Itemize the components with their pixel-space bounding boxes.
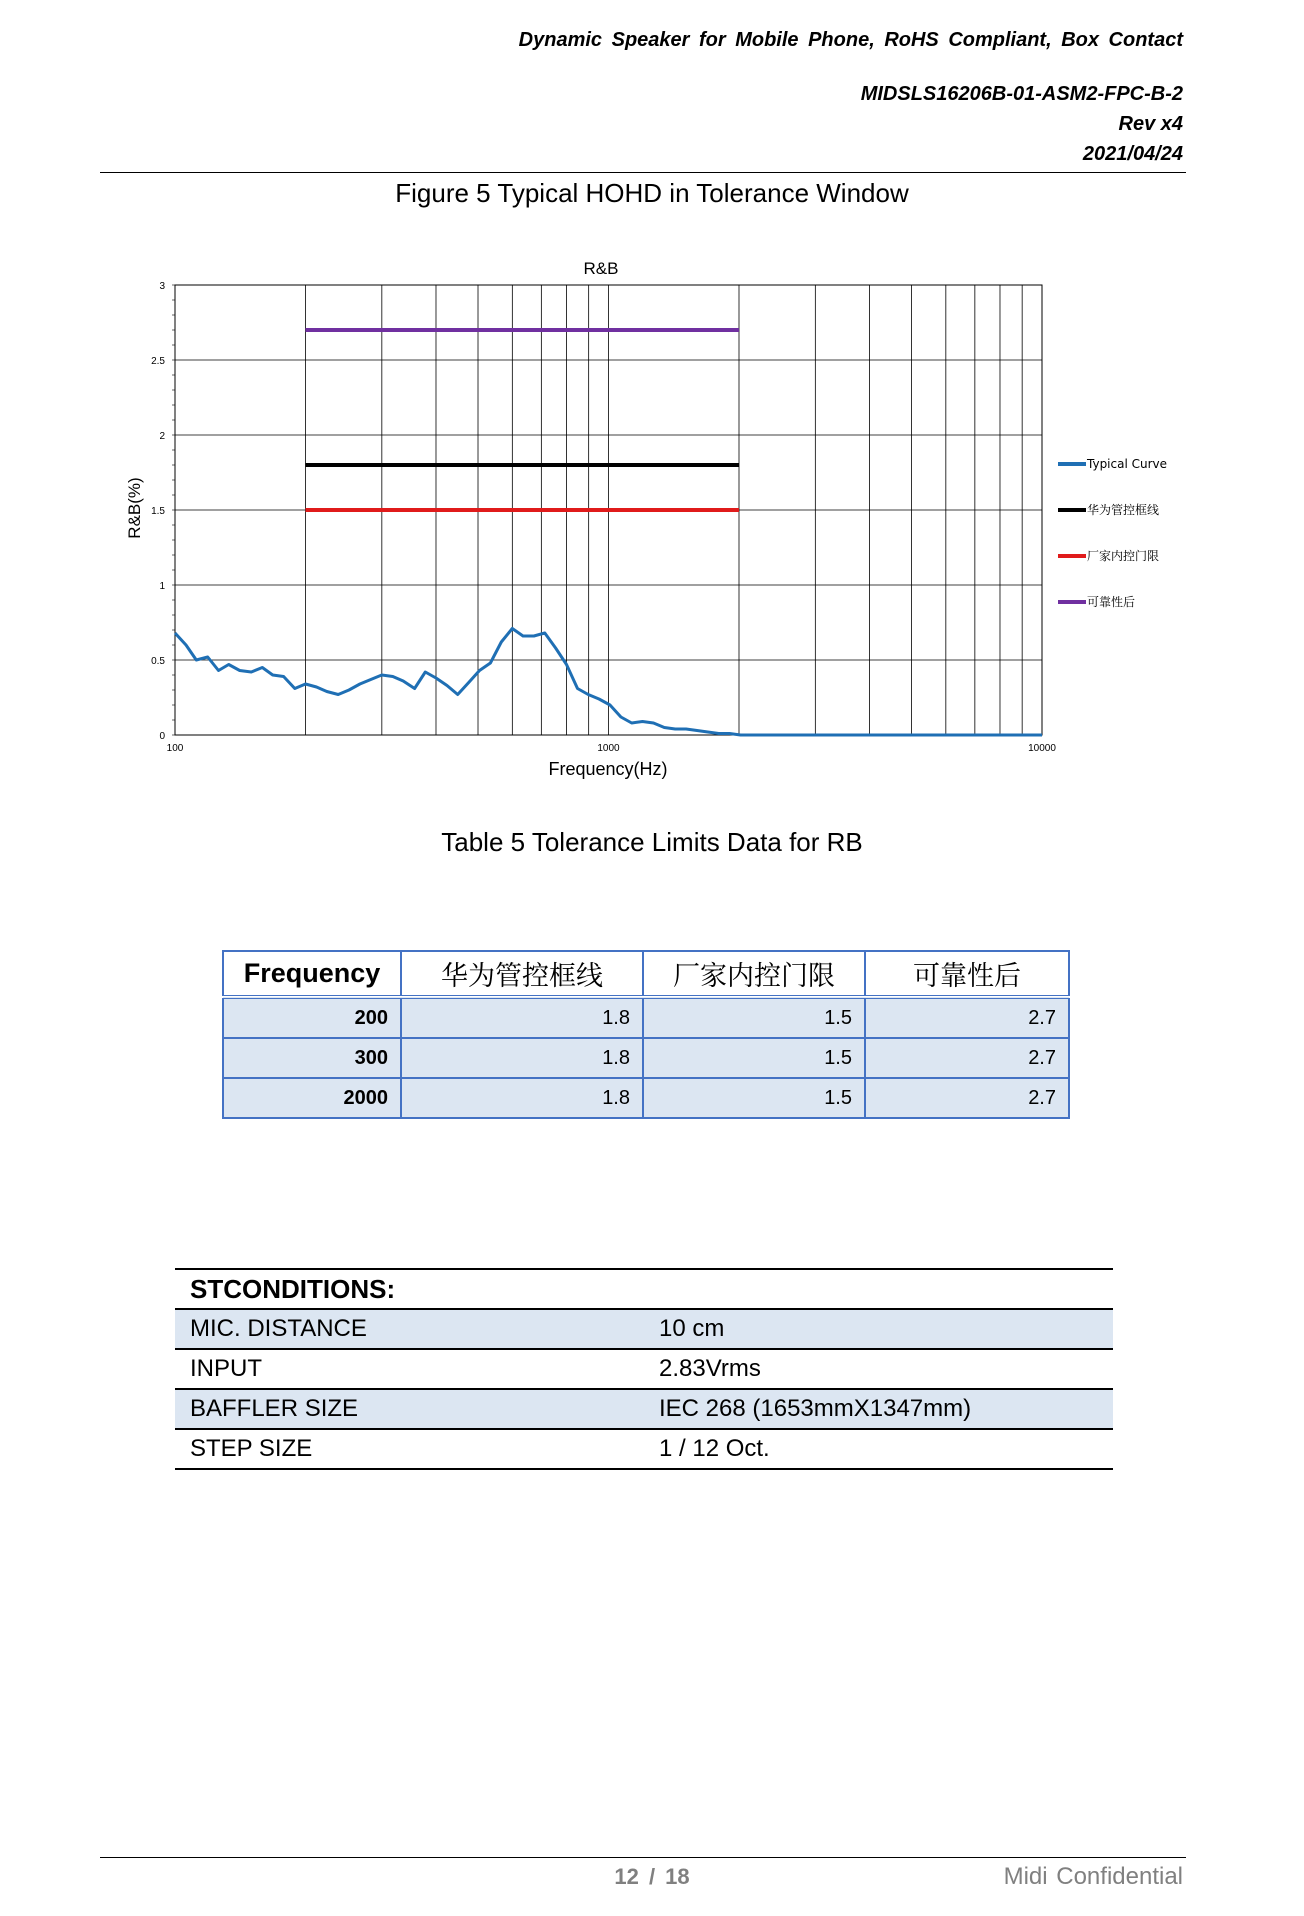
cell-frequency: 300 (223, 1038, 401, 1078)
cell-after-reliability: 2.7 (865, 1078, 1069, 1118)
rb-chart (120, 250, 1180, 790)
header-factory-limit: 厂家内控门限 (643, 951, 865, 997)
table-row (175, 1309, 1113, 1349)
table-row (223, 997, 1069, 1038)
table-row (175, 1429, 1113, 1469)
header-huawei-limit: 华为管控框线 (401, 951, 643, 997)
tolerance-table-header (223, 951, 1069, 997)
y-tick-label: 1 (159, 581, 165, 592)
y-tick-label: 2.5 (151, 356, 165, 367)
cell-huawei-limit: 1.8 (401, 997, 643, 1038)
table-row (223, 1038, 1069, 1078)
cell-huawei-limit: 1.8 (401, 1038, 643, 1078)
cell-factory-limit: 1.5 (643, 1078, 865, 1118)
conditions-title: STCONDITIONS: (175, 1269, 1113, 1309)
conditions-title-row (175, 1269, 1113, 1309)
condition-value: IEC 268 (1653mmX1347mm) (644, 1389, 1113, 1429)
legend-label: Typical Curve (1087, 457, 1168, 471)
legend-label: 厂家内控门限 (1087, 549, 1160, 563)
cell-frequency: 200 (223, 997, 401, 1038)
cell-after-reliability: 2.7 (865, 1038, 1069, 1078)
test-conditions-table (175, 1268, 1113, 1470)
document-title: Dynamic Speaker for Mobile Phone, RoHS Compliant, Box Contact (518, 29, 1183, 51)
y-tick-label: 3 (159, 281, 165, 292)
condition-value: 10 cm (644, 1309, 1113, 1349)
chart-title: R&B (583, 259, 619, 278)
cell-factory-limit: 1.5 (643, 997, 865, 1038)
condition-label: BAFFLER SIZE (175, 1389, 644, 1429)
legend-label: 华为管控框线 (1087, 503, 1160, 517)
table-row (175, 1389, 1113, 1429)
table-row (223, 1078, 1069, 1118)
condition-label: MIC. DISTANCE (175, 1309, 644, 1349)
legend-label: 可靠性后 (1087, 595, 1136, 609)
y-tick-label: 0.5 (151, 656, 165, 667)
condition-value: 1 / 12 Oct. (644, 1429, 1113, 1469)
header-rule (100, 172, 1186, 173)
part-number: MIDSLS16206B-01-ASM2-FPC-B-2 (860, 83, 1183, 105)
condition-label: STEP SIZE (175, 1429, 644, 1469)
y-axis-label: R&B(%) (125, 477, 144, 539)
x-tick-label: 100 (166, 743, 184, 754)
tolerance-table (222, 950, 1070, 1119)
x-tick-label: 1000 (597, 743, 620, 754)
cell-huawei-limit: 1.8 (401, 1078, 643, 1118)
figure-caption: Figure 5 Typical HOHD in Tolerance Window (395, 178, 909, 208)
condition-label: INPUT (175, 1349, 644, 1389)
confidential-label: Midi Confidential (1003, 1863, 1183, 1890)
footer-rule (100, 1857, 1186, 1858)
table-row (175, 1349, 1113, 1389)
page-number: 12 / 18 (614, 1864, 690, 1889)
x-tick-label: 10000 (1028, 743, 1056, 754)
document-date: 2021/04/24 (1082, 143, 1183, 165)
revision: Rev x4 (1118, 113, 1183, 135)
chart-ticks (151, 281, 1056, 754)
cell-factory-limit: 1.5 (643, 1038, 865, 1078)
cell-frequency: 2000 (223, 1078, 401, 1118)
condition-value: 2.83Vrms (644, 1349, 1113, 1389)
header-frequency: Frequency (223, 951, 401, 997)
table-caption: Table 5 Tolerance Limits Data for RB (441, 827, 863, 857)
chart-legend (1058, 457, 1167, 609)
header-after-reliability: 可靠性后 (865, 951, 1069, 997)
y-tick-label: 1.5 (151, 506, 165, 517)
y-tick-label: 0 (159, 731, 165, 742)
cell-after-reliability: 2.7 (865, 997, 1069, 1038)
x-axis-label: Frequency(Hz) (548, 759, 668, 779)
y-tick-label: 2 (159, 431, 165, 442)
